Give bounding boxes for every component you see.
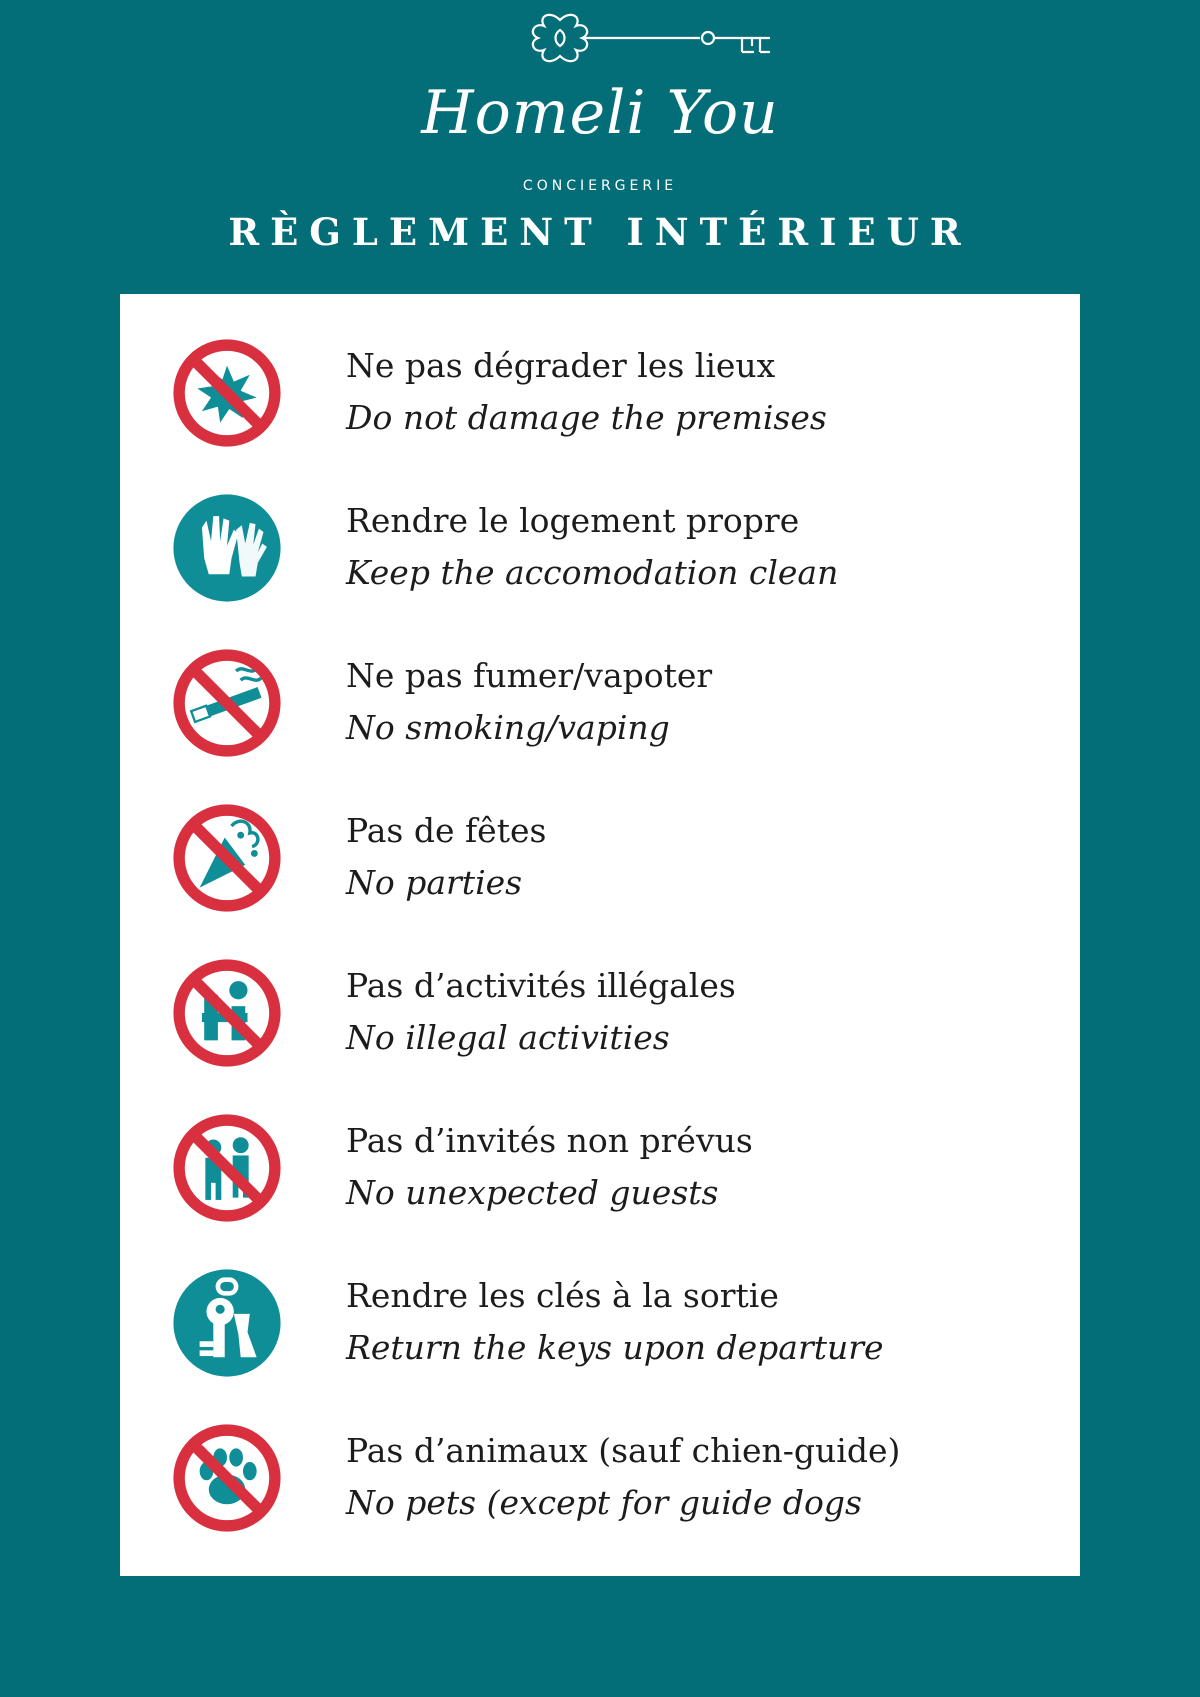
rule-item (120, 449, 1080, 604)
key-logo-icon (520, 8, 780, 78)
no-damage-icon (170, 336, 284, 450)
rule-item (120, 1379, 1080, 1534)
rule-text-en: No parties (346, 863, 523, 902)
rule-text-fr: Pas d’animaux (sauf chien-guide) (346, 1431, 901, 1470)
rule-text-fr: Rendre le logement propre (346, 501, 800, 540)
rule-text-en: No pets (except for guide dogs (346, 1483, 862, 1522)
rules-card (120, 294, 1080, 1576)
rule-item (120, 604, 1080, 759)
no-illegal-icon (170, 956, 284, 1070)
rule-text-fr: Ne pas fumer/vapoter (346, 656, 713, 695)
keys-icon (170, 1266, 284, 1380)
no-guests-icon (170, 1111, 284, 1225)
rule-text-fr: Pas de fêtes (346, 811, 547, 850)
gloves-icon (170, 491, 284, 605)
rule-item (120, 294, 1080, 449)
no-pets-icon (170, 1421, 284, 1535)
rule-text-fr: Rendre les clés à la sortie (346, 1276, 779, 1315)
rule-text-en: No illegal activities (346, 1018, 670, 1057)
rule-text-en: Return the keys upon departure (346, 1328, 884, 1367)
page-title: RÈGLEMENT INTÉRIEUR (228, 210, 972, 254)
rule-text-en: No smoking/vaping (346, 708, 670, 747)
rule-text-en: Do not damage the premises (346, 398, 827, 437)
no-smoking-icon (170, 646, 284, 760)
header (0, 0, 1200, 290)
rule-item (120, 1069, 1080, 1224)
brand-name: Homeli You (421, 78, 779, 148)
rule-text-en: No unexpected guests (346, 1173, 719, 1212)
rule-text-en: Keep the accomodation clean (346, 553, 839, 592)
rule-text-fr: Pas d’activités illégales (346, 966, 736, 1005)
rule-item (120, 1224, 1080, 1379)
rule-item (120, 759, 1080, 914)
rule-item (120, 914, 1080, 1069)
rule-text-fr: Pas d’invités non prévus (346, 1121, 753, 1160)
no-party-icon (170, 801, 284, 915)
rule-text-fr: Ne pas dégrader les lieux (346, 346, 776, 385)
brand-subtitle: CONCIERGERIE (522, 178, 678, 194)
